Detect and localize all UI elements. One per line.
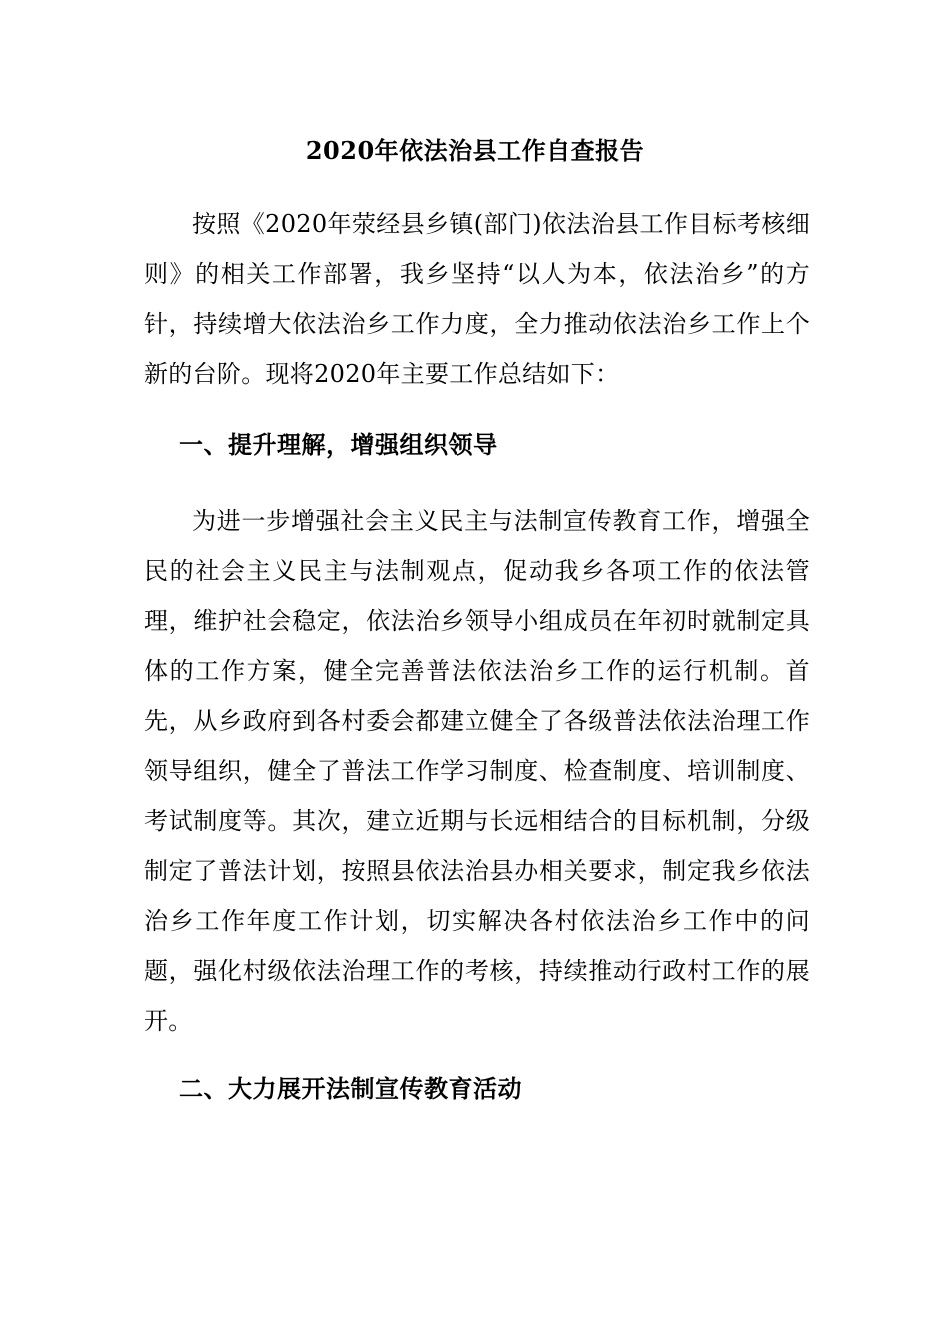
section-heading-1: 一、提升理解，增强组织领导 (179, 430, 498, 459)
intro-paragraph: 按照《2020年荥经县乡镇(部门)依法治县工作目标考核细则》的相关工作部署，我乡坚持“以人为本，依法治乡”的方针，持续增大依法治乡工作力度，全力推动依法治乡工作上个新的台阶。现将2020年主要工作总结如下： (144, 210, 810, 388)
section-heading-2: 二、大力展开法制宣传教育活动 (179, 1074, 522, 1103)
document-title: 2020年依法治县工作自查报告 (305, 136, 645, 165)
section-1-paragraph: 为进一步增强社会主义民主与法制宣传教育工作，增强全民的社会主义民主与法制观点，促动我乡各项工作的依法管理，维护社会稳定，依法治乡领导小组成员在年初时就制定具体的工作方案，健全完善普法依法治乡工作的运行机制。首先，从乡政府到各村委会都建立健全了各级普法依法治理工作领导组织，健全了普法工作学习制度、检查制度、培训制度、考试制度等。其次，建立近期与长远相结合的目标机制，分级制定了普法计划，按照县依法治县办相关要求，制定我乡依法治乡工作年度工作计划，切实解决各村依法治乡工作中的问题，强化村级依法治理工作的考核，持续推动行政村工作的展开。 (144, 507, 810, 1035)
